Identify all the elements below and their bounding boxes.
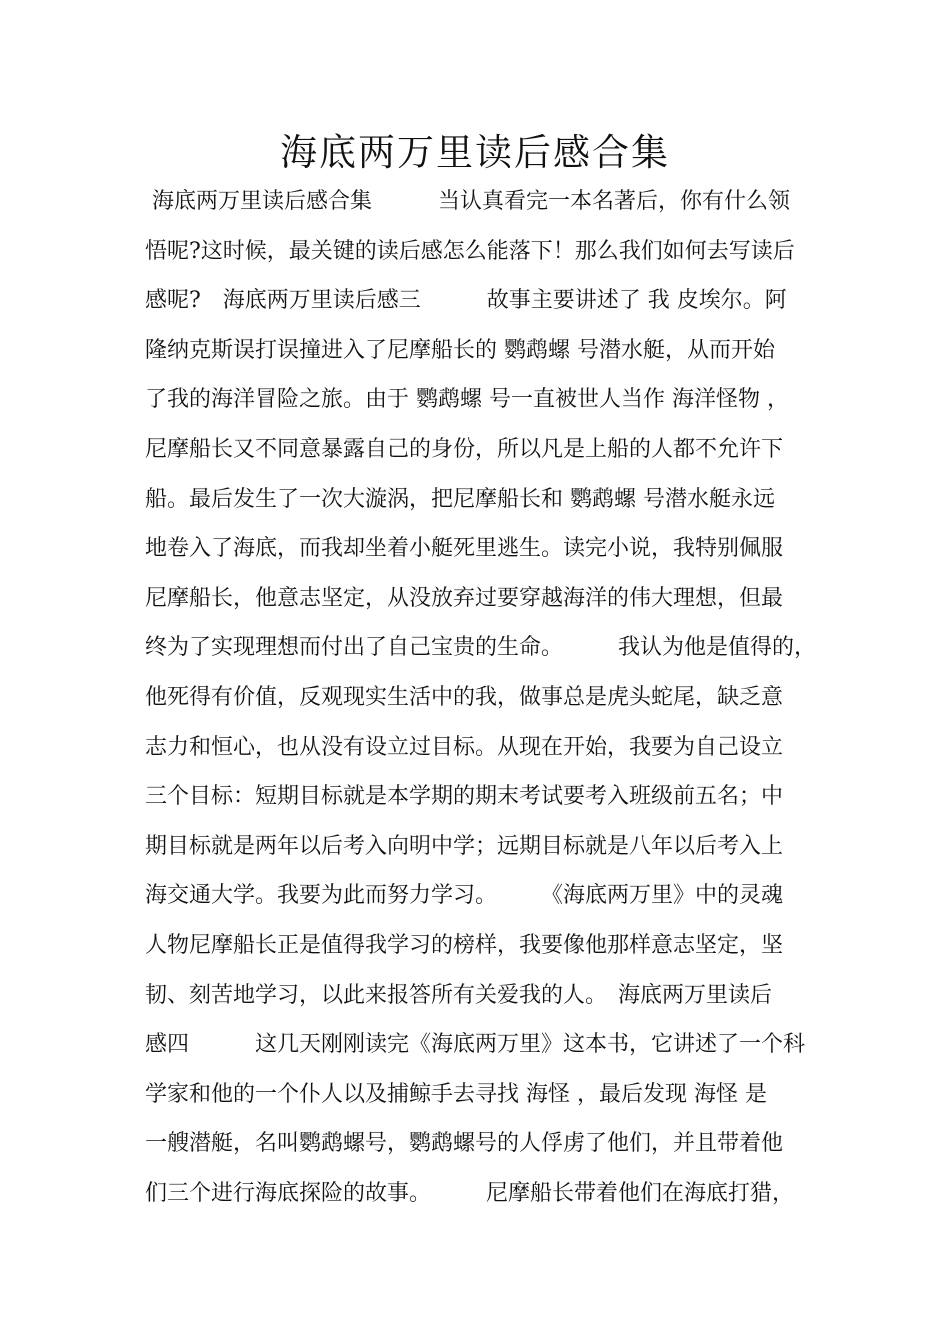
body-line: 们三个进行海底探险的故事。 尼摩船长带着他们在海底打猎， [145, 1180, 795, 1206]
body-line: 海交通大学。我要为此而努力学习。 《海底两万里》中的灵魂 [145, 883, 784, 909]
body-line: 感四 这几天刚刚读完《海底两万里》这本书，它讲述了一个科 [145, 1032, 806, 1058]
body-line: 一艘潜艇，名叫鹦鹉螺号，鹦鹉螺号的人俘虏了他们，并且带着他 [145, 1131, 784, 1157]
document-title: 海底两万里读后感合集 [280, 131, 670, 174]
body-line: 人物尼摩船长正是值得我学习的榜样，我要像他那样意志坚定，坚 [145, 932, 784, 958]
body-line: 学家和他的一个仆人以及捕鲸手去寻找 海怪 ，最后发现 海怪 是 [145, 1081, 767, 1107]
body-line: 终为了实现理想而付出了自己宝贵的生命。 我认为他是值得的， [145, 635, 817, 661]
body-line: 悟呢?这时候，最关键的读后感怎么能落下！那么我们如何去写读后 [145, 238, 795, 264]
body-line: 隆纳克斯误打误撞进入了尼摩船长的 鹦鹉螺 号潜水艇，从而开始 [145, 337, 775, 363]
body-line: 韧、刻苦地学习，以此来报答所有关爱我的人。 海底两万里读后 [145, 982, 773, 1008]
document-body [145, 177, 820, 1218]
body-line: 尼摩船长，他意志坚定，从没放弃过要穿越海洋的伟大理想，但最 [145, 585, 784, 611]
body-line: 船。最后发生了一次大漩涡，把尼摩船长和 鹦鹉螺 号潜水艇永远 [145, 486, 775, 512]
body-line: 志力和恒心，也从没有设立过目标。从现在开始，我要为自己设立 [145, 734, 784, 760]
body-line: 他死得有价值，反观现实生活中的我，做事总是虎头蛇尾，缺乏意 [145, 684, 784, 710]
body-line: 地卷入了海底，而我却坐着小艇死里逃生。读完小说，我特别佩服 [145, 536, 784, 562]
body-line: 了我的海洋冒险之旅。由于 鹦鹉螺 号一直被世人当作 海洋怪物 ， [145, 387, 789, 413]
body-line: 三个目标：短期目标就是本学期的期末考试要考入班级前五名；中 [145, 784, 784, 810]
body-line: 海底两万里读后感合集 当认真看完一本名著后，你有什么领 [145, 189, 790, 214]
body-line: 期目标就是两年以后考入向明中学；远期目标就是八年以后考入上 [145, 833, 784, 859]
body-line: 感呢? 海底两万里读后感三 故事主要讲述了 我 皮埃尔。阿 [145, 288, 787, 314]
body-line: 尼摩船长又不同意暴露自己的身份，所以凡是上船的人都不允许下 [145, 436, 784, 462]
